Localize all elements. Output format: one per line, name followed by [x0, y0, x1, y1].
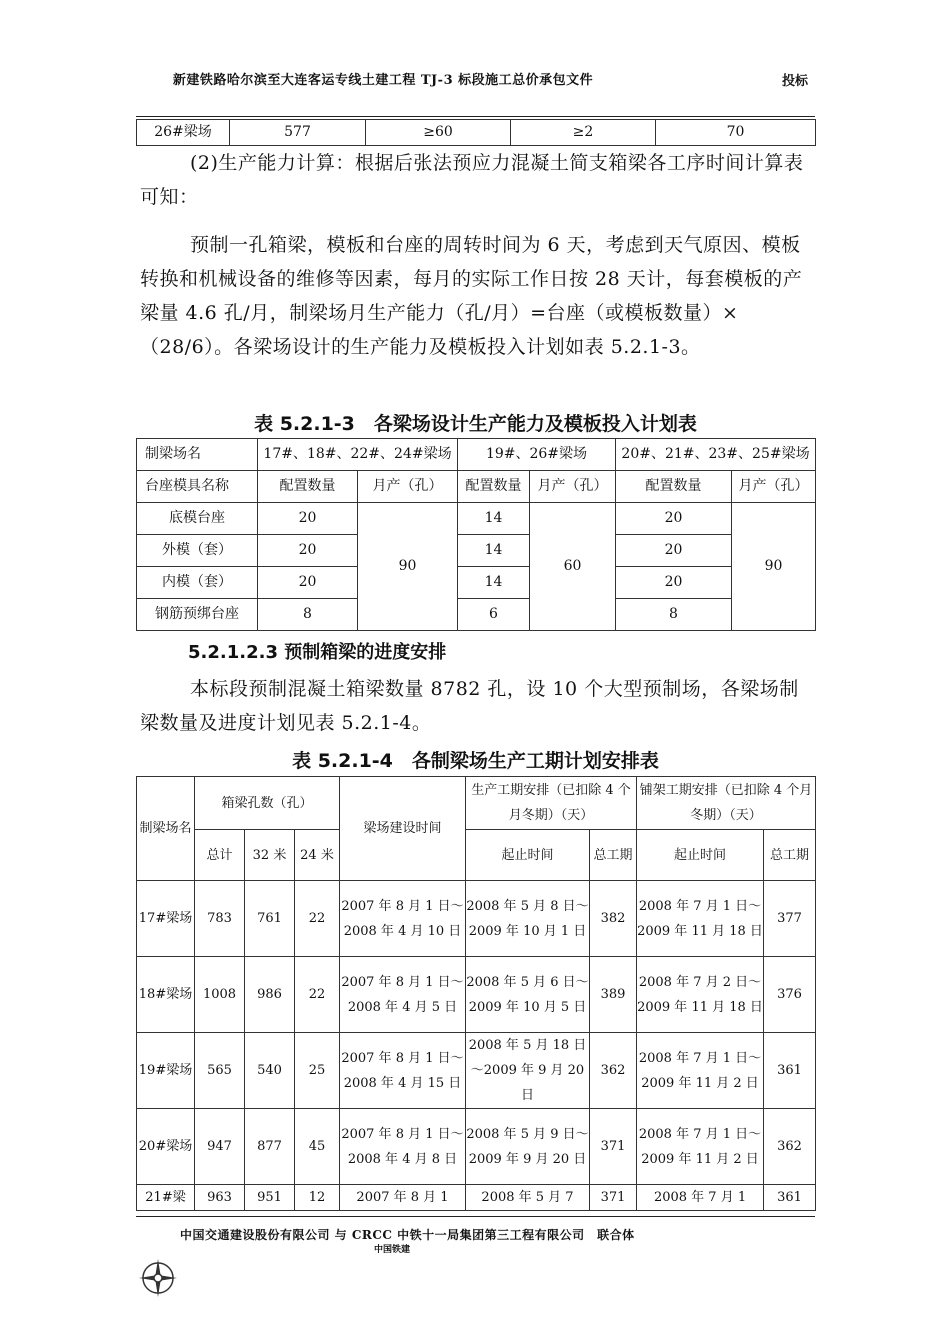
cell-prod-days: 362 [590, 1033, 637, 1109]
cell-24m: 22 [295, 957, 340, 1033]
cell-build: 2007 年 8 月 1 日～2008 年 4 月 10 日 [340, 881, 466, 957]
cell-lay-days: 377 [764, 881, 816, 957]
cell-prod-days: 371 [590, 1185, 637, 1211]
header-qty: 配置数量 [616, 471, 732, 503]
cell-total: 1008 [195, 957, 245, 1033]
header-lay-range: 起止时间 [637, 830, 764, 881]
cell-monthly-3: 90 [732, 503, 816, 631]
header-divider [136, 116, 815, 117]
cell-prod: 2008 年 5 月 8 日～2009 年 10 月 1 日 [466, 881, 590, 957]
header-count: 箱梁孔数（孔） [195, 777, 340, 830]
cell-site: 18#梁场 [137, 957, 195, 1033]
paragraph-capacity-calc: 预制一孔箱梁，模板和台座的周转时间为 6 天，考虑到天气原因、模板转换和机械设备的维修等因素，每月的实际工作日按 28 天计，每套模板的产梁量 4.6 孔/月，制梁场月生产能力（孔/月）=台座（或模板数量）×（28/6）。各梁场设计的生产能力及模板投入计划如表 5.2.1-3。 [140, 234, 803, 358]
table-row [137, 1109, 816, 1185]
cell-build: 2007 年 8 月 1 [340, 1185, 466, 1211]
table-cell: ≥2 [511, 120, 656, 146]
cell-32m: 761 [245, 881, 295, 957]
header-month: 月产（孔） [530, 471, 616, 503]
header-group-2: 19#、26#梁场 [458, 439, 616, 471]
cell-build: 2007 年 8 月 1 日～2008 年 4 月 15 日 [340, 1033, 466, 1109]
cell-lay: 2008 年 7 月 2 日～2009 年 11 月 18 日 [637, 957, 764, 1033]
section-title: 5.2.1.2.3 预制箱梁的进度安排 [188, 642, 447, 663]
header-prod-days: 总工期 [590, 830, 637, 881]
header-lay-days: 总工期 [764, 830, 816, 881]
header-prod: 生产工期安排（已扣除 4 个月冬期）（天） [466, 777, 637, 830]
cell-lay-days: 361 [764, 1185, 816, 1211]
header-24m: 24 米 [295, 830, 340, 881]
table-header-row [137, 830, 816, 881]
header-mold: 台座模具名称 [137, 471, 258, 503]
header-month: 月产（孔） [358, 471, 458, 503]
table-row [137, 120, 816, 146]
table-cell: ≥60 [366, 120, 511, 146]
table-caption-5-2-1-3: 表 5.2.1-3 各梁场设计生产能力及模板投入计划表 [254, 413, 697, 435]
cell-24m: 25 [295, 1033, 340, 1109]
cell-qty: 14 [458, 567, 530, 599]
table-row [137, 567, 816, 599]
cell-qty: 6 [458, 599, 530, 631]
header-total: 总计 [195, 830, 245, 881]
cell-qty: 14 [458, 535, 530, 567]
cell-site: 20#梁场 [137, 1109, 195, 1185]
cell-prod: 2008 年 5 月 6 日～2009 年 10 月 5 日 [466, 957, 590, 1033]
cell-site: 17#梁场 [137, 881, 195, 957]
cell-monthly-1: 90 [358, 503, 458, 631]
table-cell: 577 [230, 120, 366, 146]
cell-prod: 2008 年 5 月 9 日～2009 年 9 月 20 日 [466, 1109, 590, 1185]
capacity-table [136, 438, 816, 631]
footer-text: 中国交通建设股份有限公司 与 CRCC 中铁十一局集团第三工程有限公司 联合体 [180, 1228, 635, 1242]
table-row [137, 957, 816, 1033]
table-row [137, 535, 816, 567]
header-month: 月产（孔） [732, 471, 816, 503]
row-name: 钢筋预绑台座 [137, 599, 258, 631]
cell-site: 21#梁 [137, 1185, 195, 1211]
table-cell: 70 [656, 120, 816, 146]
header-group-1: 17#、18#、22#、24#梁场 [258, 439, 458, 471]
footer-divider [136, 1216, 815, 1217]
cell-24m: 12 [295, 1185, 340, 1211]
cell-monthly-2: 60 [530, 503, 616, 631]
table-row [137, 1033, 816, 1109]
row-name: 底模台座 [137, 503, 258, 535]
table-cell: 26#梁场 [137, 120, 230, 146]
cell-total: 565 [195, 1033, 245, 1109]
header-group-3: 20#、21#、23#、25#梁场 [616, 439, 816, 471]
header-title: 新建铁路哈尔滨至大连客运专线土建工程 TJ-3 标段施工总价承包文件 [172, 73, 594, 88]
cell-qty: 20 [258, 535, 358, 567]
cell-total: 947 [195, 1109, 245, 1185]
cell-lay: 2008 年 7 月 1 日～2009 年 11 月 18 日 [637, 881, 764, 957]
row-name: 内模（套） [137, 567, 258, 599]
table-row [137, 1185, 816, 1211]
cell-total: 783 [195, 881, 245, 957]
cell-lay-days: 376 [764, 957, 816, 1033]
table-row [137, 599, 816, 631]
cell-qty: 8 [616, 599, 732, 631]
cell-prod-days: 382 [590, 881, 637, 957]
header-site: 制梁场名 [137, 439, 258, 471]
cell-32m: 877 [245, 1109, 295, 1185]
cell-32m: 951 [245, 1185, 295, 1211]
cell-qty: 20 [616, 567, 732, 599]
crcc-logo-text: 中国铁建 [374, 1245, 411, 1255]
header-qty: 配置数量 [458, 471, 530, 503]
cell-24m: 45 [295, 1109, 340, 1185]
cell-lay: 2008 年 7 月 1 [637, 1185, 764, 1211]
cell-prod: 2008 年 5 月 7 [466, 1185, 590, 1211]
cell-prod-days: 371 [590, 1109, 637, 1185]
header-site: 制梁场名 [137, 777, 195, 881]
cell-total: 963 [195, 1185, 245, 1211]
cell-lay: 2008 年 7 月 1 日～2009 年 11 月 2 日 [637, 1033, 764, 1109]
paragraph-capacity-intro: (2)生产能力计算：根据后张法预应力混凝土简支箱梁各工序时间计算表可知： [140, 152, 804, 208]
cell-32m: 986 [245, 957, 295, 1033]
cell-build: 2007 年 8 月 1 日～2008 年 4 月 8 日 [340, 1109, 466, 1185]
cell-prod: 2008 年 5 月 18 日～2009 年 9 月 20 日 [466, 1033, 590, 1109]
cell-lay-days: 362 [764, 1109, 816, 1185]
continued-table-row [136, 119, 816, 146]
cell-lay: 2008 年 7 月 1 日～2009 年 11 月 2 日 [637, 1109, 764, 1185]
schedule-table [136, 776, 816, 1211]
cell-24m: 22 [295, 881, 340, 957]
header-tag: 投标 [782, 74, 809, 89]
row-name: 外模（套） [137, 535, 258, 567]
cell-prod-days: 389 [590, 957, 637, 1033]
paragraph-schedule: 本标段预制混凝土箱梁数量 8782 孔，设 10 个大型预制场，各梁场制梁数量及进度计划见表 5.2.1-4。 [140, 678, 799, 734]
table-header-row [137, 439, 816, 471]
company-seal-icon [136, 1256, 180, 1300]
cell-qty: 20 [258, 503, 358, 535]
header-qty: 配置数量 [258, 471, 358, 503]
table-header-row [137, 471, 816, 503]
cell-qty: 8 [258, 599, 358, 631]
cell-site: 19#梁场 [137, 1033, 195, 1109]
cell-qty: 20 [258, 567, 358, 599]
header-prod-range: 起止时间 [466, 830, 590, 881]
cell-lay-days: 361 [764, 1033, 816, 1109]
header-32m: 32 米 [245, 830, 295, 881]
table-header-row [137, 777, 816, 830]
header-lay: 铺架工期安排（已扣除 4 个月冬期）（天） [637, 777, 816, 830]
table-caption-5-2-1-4: 表 5.2.1-4 各制梁场生产工期计划安排表 [292, 750, 659, 772]
cell-qty: 20 [616, 503, 732, 535]
cell-32m: 540 [245, 1033, 295, 1109]
cell-build: 2007 年 8 月 1 日～2008 年 4 月 5 日 [340, 957, 466, 1033]
table-row [137, 503, 816, 535]
cell-qty: 14 [458, 503, 530, 535]
header-build: 梁场建设时间 [340, 777, 466, 881]
cell-qty: 20 [616, 535, 732, 567]
table-row [137, 881, 816, 957]
